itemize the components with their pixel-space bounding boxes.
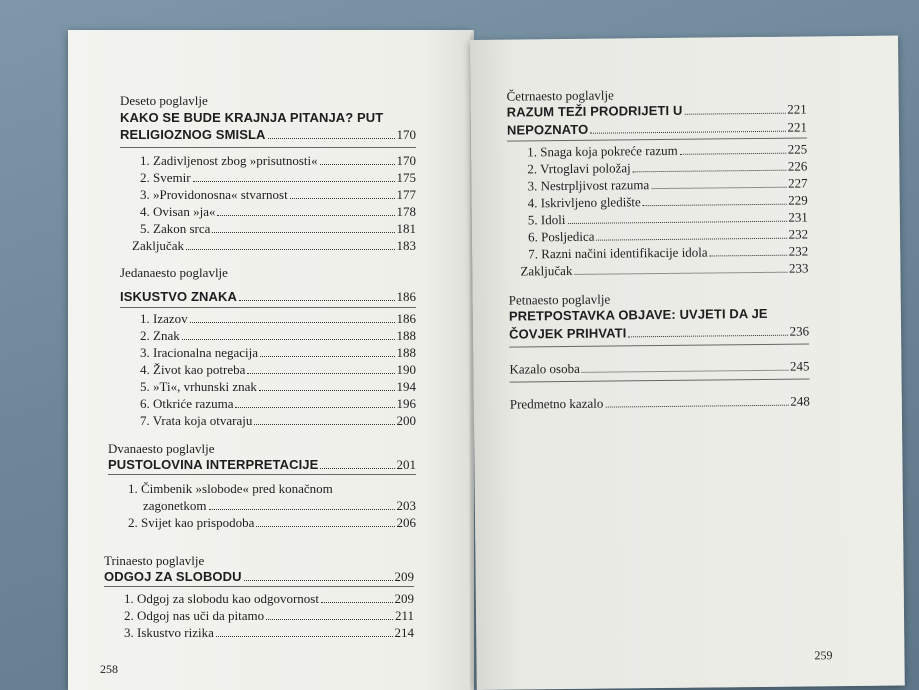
toc-entry: 3. Iracionalna negacija 188 bbox=[140, 345, 416, 360]
chapter-heading: Jedanaesto poglavlje bbox=[120, 265, 228, 280]
chapter-title: ISKUSTVO ZNAKA bbox=[120, 289, 237, 304]
toc-entry: Zaključak 233 bbox=[520, 260, 809, 279]
toc-entry: PUSTOLOVINA INTERPRETACIJE 201 bbox=[108, 457, 416, 472]
divider bbox=[120, 307, 416, 308]
toc-entry: 1. Odgoj za slobodu kao odgovornost 209 bbox=[124, 591, 414, 606]
toc-entry: 7. Razni načini identifikacije idola 232 bbox=[528, 243, 809, 262]
page-number: 258 bbox=[100, 662, 118, 676]
toc-entry: ISKUSTVO ZNAKA 186 bbox=[120, 289, 416, 304]
toc-entry: 1. Izazov 186 bbox=[140, 311, 416, 326]
chapter-title: RAZUM TEŽI PRODRIJETI U bbox=[506, 102, 683, 120]
toc-entry: 5. Idoli 231 bbox=[527, 209, 808, 228]
chapter-heading: Trinaesto poglavlje bbox=[104, 553, 205, 568]
chapter-title: PRETPOSTAVKA OBJAVE: UVJETI DA JE bbox=[508, 305, 768, 324]
toc-entry: NEPOZNATO 221 bbox=[506, 119, 808, 138]
chapter-title: KAKO SE BUDE KRAJNJA PITANJA? PUT bbox=[120, 110, 384, 125]
page-number: 170 bbox=[396, 127, 416, 142]
page-number: 259 bbox=[814, 648, 833, 663]
chapter-title: ČOVJEK PRIHVATI bbox=[509, 325, 627, 342]
divider bbox=[120, 147, 416, 148]
divider bbox=[509, 343, 809, 347]
toc-entry: 7. Vrata koja otvaraju 200 bbox=[140, 413, 416, 428]
chapter-title: ODGOJ ZA SLOBODU bbox=[104, 569, 242, 584]
divider bbox=[108, 474, 416, 475]
toc-entry: 4. Ovisan »ja« 178 bbox=[140, 204, 416, 219]
toc-entry: 2. Znak 188 bbox=[140, 328, 416, 343]
toc-entry: 5. »Ti«, vrhunski znak 194 bbox=[140, 379, 416, 394]
toc-entry: RAZUM TEŽI PRODRIJETI U 221 bbox=[506, 101, 807, 120]
toc-entry: 2. Vrtoglavi položaj 226 bbox=[527, 158, 808, 177]
right-page bbox=[470, 36, 905, 690]
toc-entry: 3. Nestrpljivost razuma 227 bbox=[527, 175, 808, 194]
chapter-heading: Dvanaesto poglavlje bbox=[108, 441, 215, 456]
toc-entry: Kazalo osoba 245 bbox=[509, 358, 810, 377]
chapter-title: RELIGIOZNOG SMISLA bbox=[120, 127, 266, 142]
chapter-title: PUSTOLOVINA INTERPRETACIJE bbox=[108, 457, 319, 472]
chapter-heading: Četrnaesto poglavlje bbox=[506, 87, 614, 104]
chapter-heading: Deseto poglavlje bbox=[120, 93, 208, 108]
toc-entry: 3. »Providonosna« stvarnost 177 bbox=[140, 187, 416, 202]
toc-entry: 6. Posljedica 232 bbox=[527, 226, 809, 245]
left-page bbox=[68, 30, 470, 690]
toc-entry: 3. Iskustvo rizika 214 bbox=[124, 625, 414, 640]
divider bbox=[510, 378, 810, 382]
toc-entry: Zaključak 183 bbox=[132, 238, 416, 253]
toc-entry-label: 1. Čimbenik »slobode« pred konačnom bbox=[128, 481, 333, 496]
chapter-heading: Petnaesto poglavlje bbox=[508, 291, 611, 308]
toc-entry: ODGOJ ZA SLOBODU 209 bbox=[104, 569, 414, 584]
toc-entry: 2. Svemir 175 bbox=[140, 170, 416, 185]
toc-entry: ČOVJEK PRIHVATI 236 bbox=[509, 323, 810, 342]
toc-entry bbox=[120, 126, 416, 143]
toc-entry: 5. Zakon srca 181 bbox=[140, 221, 416, 236]
toc-entry: 1. Zadivljenost zbog »prisutnosti« 170 bbox=[140, 153, 416, 168]
toc-entry: 4. Iskrivljeno gledište 229 bbox=[527, 192, 808, 211]
divider bbox=[104, 586, 414, 587]
toc-entry: zagonetkom 203 bbox=[143, 498, 416, 513]
toc-entry: 2. Odgoj nas uči da pitamo 211 bbox=[124, 608, 414, 623]
toc-entry: 2. Svijet kao prispodoba 206 bbox=[128, 515, 416, 530]
toc-entry: Predmetno kazalo 248 bbox=[509, 393, 810, 412]
toc-entry: 4. Život kao potreba 190 bbox=[140, 362, 416, 377]
toc-entry: 6. Otkriće razuma 196 bbox=[140, 396, 416, 411]
chapter-title: NEPOZNATO bbox=[506, 121, 589, 138]
toc-entry: 1. Snaga koja pokreće razum 225 bbox=[527, 141, 808, 160]
